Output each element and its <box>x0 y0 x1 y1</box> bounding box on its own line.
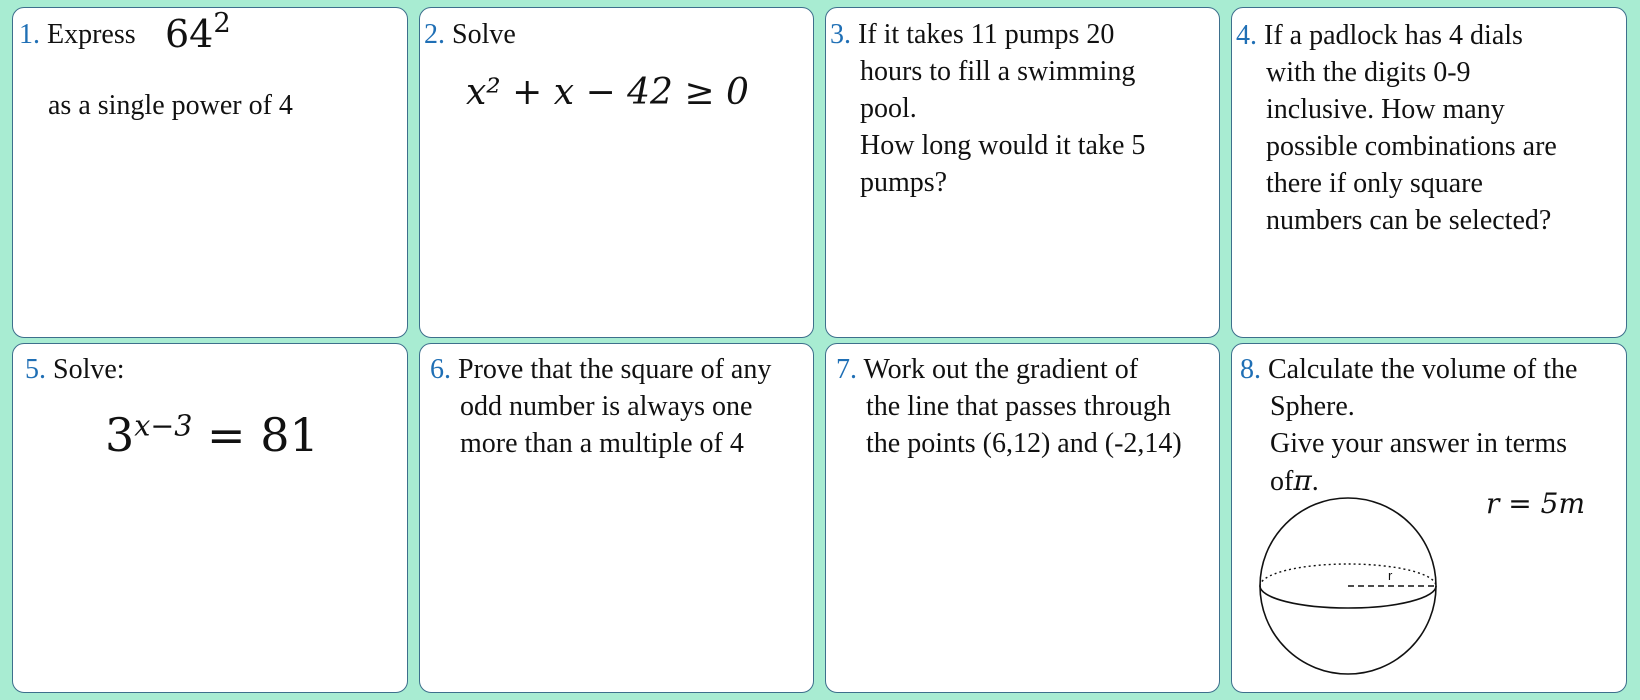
question-1-header <box>19 16 136 53</box>
question-prompt: Solve <box>452 19 516 50</box>
radius-equation: r = 5m <box>1486 487 1586 520</box>
question-line: How long would it take 5 <box>860 130 1146 161</box>
question-card-3 <box>825 7 1220 338</box>
question-card-1 <box>12 7 408 338</box>
question-8-text <box>1240 351 1640 500</box>
question-number: 7. <box>836 354 857 385</box>
question-line: If it takes 11 pumps 20 <box>858 19 1115 50</box>
math-exponent: x−3 <box>134 409 193 443</box>
question-6-text <box>430 351 840 462</box>
question-number: 5. <box>25 354 46 385</box>
question-line: pumps? <box>860 167 948 198</box>
question-line: possible combinations are <box>1266 131 1557 162</box>
question-card-4 <box>1231 7 1627 338</box>
math-equation <box>105 406 319 464</box>
question-line: Work out the gradient of <box>863 354 1139 385</box>
question-number: 1. <box>19 19 40 50</box>
question-line: pool. <box>860 93 917 124</box>
question-line: odd number is always one <box>460 391 753 422</box>
question-number: 3. <box>830 19 851 50</box>
pi-symbol: π <box>1293 464 1312 497</box>
question-line: hours to fill a swimming <box>860 56 1136 87</box>
sentence-period: . <box>1311 466 1319 497</box>
question-card-6 <box>419 343 814 693</box>
question-line: of <box>1270 466 1294 497</box>
question-number: 8. <box>1240 354 1261 385</box>
question-5-header <box>25 351 125 388</box>
question-7-text <box>836 351 1246 462</box>
question-number: 6. <box>430 354 451 385</box>
question-prompt: Solve: <box>53 354 125 385</box>
question-4-text <box>1236 17 1640 239</box>
sphere-equator-back <box>1260 564 1436 586</box>
sphere-diagram <box>1256 494 1440 678</box>
question-line: with the digits 0-9 <box>1266 57 1471 88</box>
question-line: inclusive. How many <box>1266 94 1505 125</box>
question-line: Calculate the volume of the <box>1268 354 1578 385</box>
question-card-7 <box>825 343 1220 693</box>
question-line: Give your answer in terms <box>1270 428 1568 459</box>
question-card-5 <box>12 343 408 693</box>
question-line: Sphere. <box>1270 391 1355 422</box>
question-line: the line that passes through <box>866 391 1171 422</box>
math-inequality: x² + x − 42 ≥ 0 <box>466 72 749 113</box>
question-line: Prove that the square of any <box>458 354 772 385</box>
math-exponent: 2 <box>213 7 231 39</box>
question-number: 2. <box>424 19 445 50</box>
question-line: numbers can be selected? <box>1266 205 1552 236</box>
question-line: If a padlock has 4 dials <box>1264 20 1523 51</box>
question-line: the points (6,12) and (-2,14) <box>866 428 1182 459</box>
question-subtext: as a single power of 4 <box>48 90 293 121</box>
sphere-equator-front <box>1260 586 1436 608</box>
question-card-2 <box>419 7 814 338</box>
question-3-text <box>830 16 1240 201</box>
math-expression <box>165 7 231 58</box>
question-card-8 <box>1231 343 1627 693</box>
question-line: more than a multiple of 4 <box>460 428 744 459</box>
question-prompt: Express <box>47 19 136 50</box>
math-rhs: = 81 <box>207 408 319 462</box>
question-number: 4. <box>1236 20 1257 51</box>
question-line: there if only square <box>1266 168 1483 199</box>
radius-label: r <box>1388 568 1393 583</box>
math-base: 64 <box>165 12 214 56</box>
math-base: 3 <box>105 408 135 462</box>
question-2-header <box>424 16 516 53</box>
